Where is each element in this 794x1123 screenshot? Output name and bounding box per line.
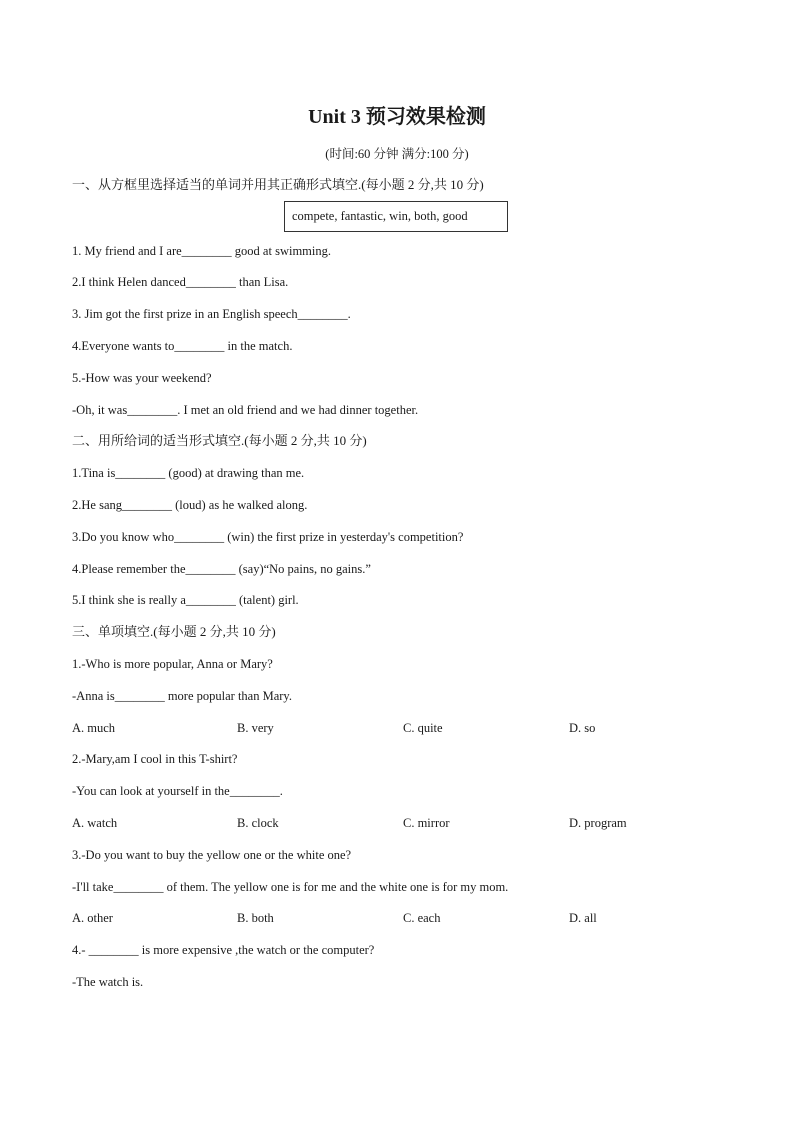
page-title: Unit 3 预习效果检测: [308, 106, 486, 128]
page-subtitle: (时间:60 分钟 满分:100 分): [325, 147, 469, 161]
s3-q2-option-a: A. watch: [72, 816, 118, 830]
s1-item-5-answer: -Oh, it was________. I met an old friend and we had dinner together.: [72, 403, 419, 417]
s3-q3-answer-line: -I'll take________ of them. The yellow one is for me and the white one is for my mom.: [72, 880, 509, 894]
s3-q1-option-b: B. very: [237, 721, 274, 735]
s3-q2-option-c: C. mirror: [403, 816, 450, 830]
s3-q1-question: 1.-Who is more popular, Anna or Mary?: [72, 657, 273, 671]
s3-q2-option-d: D. program: [569, 816, 627, 830]
s1-item-1: 1. My friend and I are________ good at swimming.: [72, 244, 331, 258]
word-box: compete, fantastic, win, both, good: [284, 201, 508, 232]
s2-item-1: 1.Tina is________ (good) at drawing than me.: [72, 466, 305, 480]
section2-heading: 二、用所给词的适当形式填空.(每小题 2 分,共 10 分): [72, 433, 367, 448]
s3-q3-option-c: C. each: [403, 911, 441, 925]
s3-q4-answer-line: -The watch is.: [72, 975, 144, 989]
s3-q3-option-a: A. other: [72, 911, 113, 925]
s3-q3-question: 3.-Do you want to buy the yellow one or the white one?: [72, 848, 352, 862]
s3-q1-option-c: C. quite: [403, 721, 443, 735]
s3-q3-option-d: D. all: [569, 911, 597, 925]
s3-q1-option-d: D. so: [569, 721, 596, 735]
s3-q2-option-b: B. clock: [237, 816, 279, 830]
s3-q1-answer-line: -Anna is________ more popular than Mary.: [72, 689, 292, 703]
s1-item-4: 4.Everyone wants to________ in the match.: [72, 339, 293, 353]
s3-q4-question: 4.- ________ is more expensive ,the watch or the computer?: [72, 943, 375, 957]
s3-q2-question: 2.-Mary,am I cool in this T-shirt?: [72, 752, 238, 766]
s2-item-4: 4.Please remember the________ (say)“No pains, no gains.”: [72, 562, 371, 576]
s3-q3-option-b: B. both: [237, 911, 274, 925]
s2-item-3: 3.Do you know who________ (win) the first prize in yesterday's competition?: [72, 530, 464, 544]
s1-item-3: 3. Jim got the first prize in an English speech________.: [72, 307, 351, 321]
s2-item-5: 5.I think she is really a________ (talent) girl.: [72, 593, 299, 607]
s3-q1-option-a: A. much: [72, 721, 116, 735]
s2-item-2: 2.He sang________ (loud) as he walked along.: [72, 498, 308, 512]
section1-heading: 一、从方框里选择适当的单词并用其正确形式填空.(每小题 2 分,共 10 分): [72, 177, 484, 192]
s1-item-2: 2.I think Helen danced________ than Lisa.: [72, 275, 289, 289]
section3-heading: 三、单项填空.(每小题 2 分,共 10 分): [72, 624, 276, 639]
s3-q2-answer-line: -You can look at yourself in the________.: [72, 784, 283, 798]
s1-item-5: 5.-How was your weekend?: [72, 371, 212, 385]
